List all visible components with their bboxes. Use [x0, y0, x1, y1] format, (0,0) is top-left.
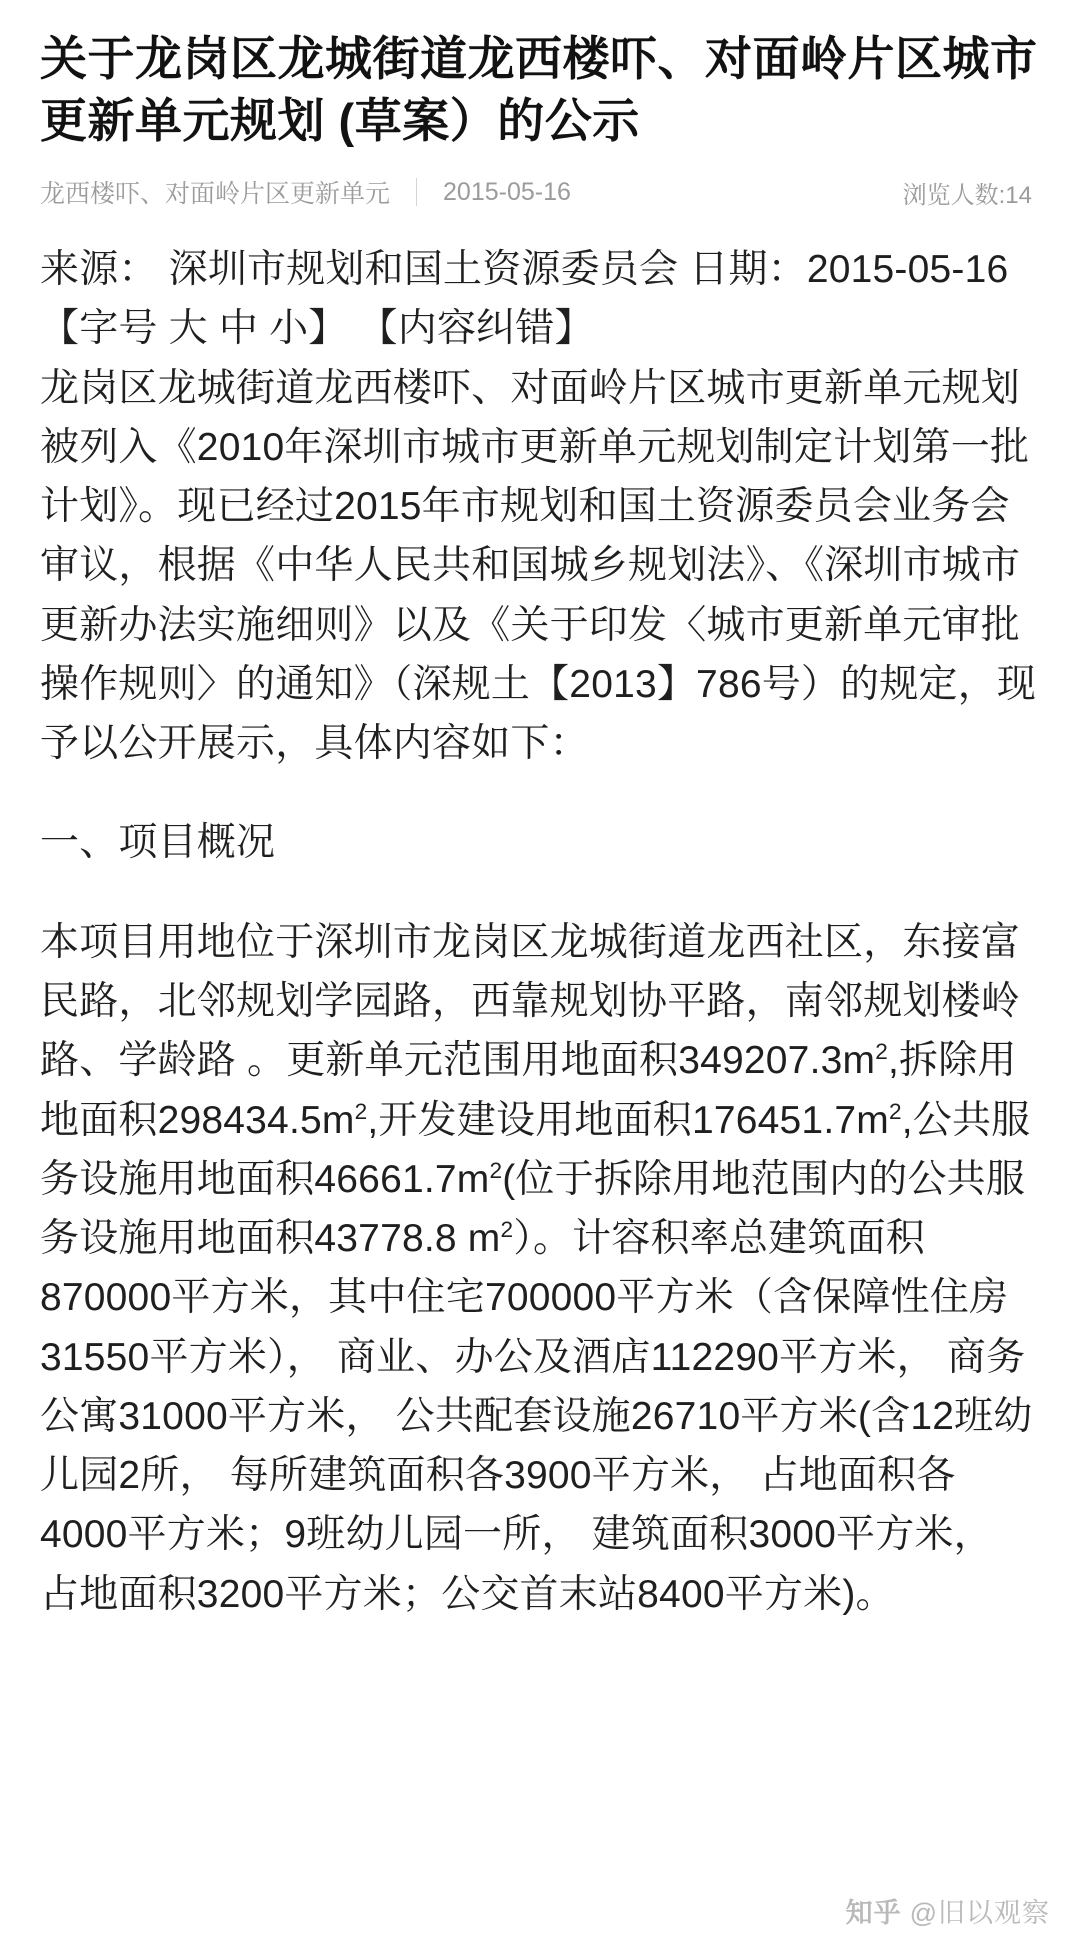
article-meta	[40, 174, 1040, 210]
source-line: 来源： 深圳市规划和国土资源委员会 日期：2015-05-16	[40, 248, 1009, 292]
overview-text-3: ,开发建设用地面积176451.7m	[367, 1098, 889, 1142]
overview-text-5: (位于拆除用地范围内的公共服务设施用地面积43778.8 m	[40, 1157, 1026, 1261]
unit-superscript: 2	[875, 1039, 888, 1065]
meta-view-count: 浏览人数:14	[902, 181, 1032, 209]
watermark-handle: @旧以观察	[909, 1898, 1050, 1928]
intro-paragraph: 龙岗区龙城街道龙西楼吓、对面岭片区城市更新单元规划被列入《2010年深圳市城市更新单元规划制定计划第一批计划》。现已经过2015年市规划和国土资源委员会业务会审议，根据《中华人民共和国城乡规划法》、《深圳市城市更新办法实施细则》以及《关于印发〈城市更新单元审批操作规则〉的通知》（深规土【2013】786号）的规定，现予以公开展示，具体内容如下：	[40, 366, 1037, 766]
section-heading-one: 一、项目概况	[40, 821, 276, 865]
unit-superscript: 2	[354, 1098, 368, 1124]
overview-text-6: ）。计容积率总建筑面积870000平方米，其中住宅700000平方米（含保障性住房31550平方米）， 商业、办公及酒店112290平方米， 商务公寓31000平方米， 公共配套设施26710平方米(含12班幼儿园2所， 每所建筑面积各3900平方米， 占地面积各4000平方米；9班幼儿园一所， 建筑面积3000平方米， 占地面积3200平方米；公交首末站8400平方米)。	[40, 1217, 1033, 1616]
meta-date: 2015-05-16	[443, 177, 571, 206]
watermark	[846, 1891, 1050, 1930]
project-overview-paragraph	[40, 913, 1040, 1624]
article-body	[40, 240, 1040, 1624]
meta-divider	[416, 178, 417, 206]
page-title: 关于龙岗区龙城街道龙西楼吓、对面岭片区城市更新单元规划 (草案）的公示	[40, 32, 1038, 148]
unit-superscript: 2	[489, 1157, 503, 1183]
meta-source-tag: 龙西楼吓、对面岭片区更新单元	[40, 180, 391, 209]
overview-text-1: 本项目用地位于深圳市龙岗区龙城街道龙西社区，东接富民路，北邻规划学园路，西靠规划协平路，南邻规划楼岭路、学龄路 。更新单元范围用地面积349207.3m	[40, 920, 1021, 1083]
spacer	[40, 773, 1040, 813]
unit-superscript: 2	[888, 1098, 902, 1124]
fontsize-controls-line[interactable]: 【字号 大 中 小】 【内容纠错】	[40, 307, 594, 351]
zhihu-logo: 知乎	[845, 1898, 902, 1928]
unit-superscript: 2	[500, 1217, 514, 1243]
overview-text-4: ,公共服务设施用地面积46661.7m	[40, 1098, 1031, 1201]
spacer	[40, 873, 1040, 913]
overview-text-2: ,拆除用地面积298434.5m	[40, 1039, 1017, 1142]
